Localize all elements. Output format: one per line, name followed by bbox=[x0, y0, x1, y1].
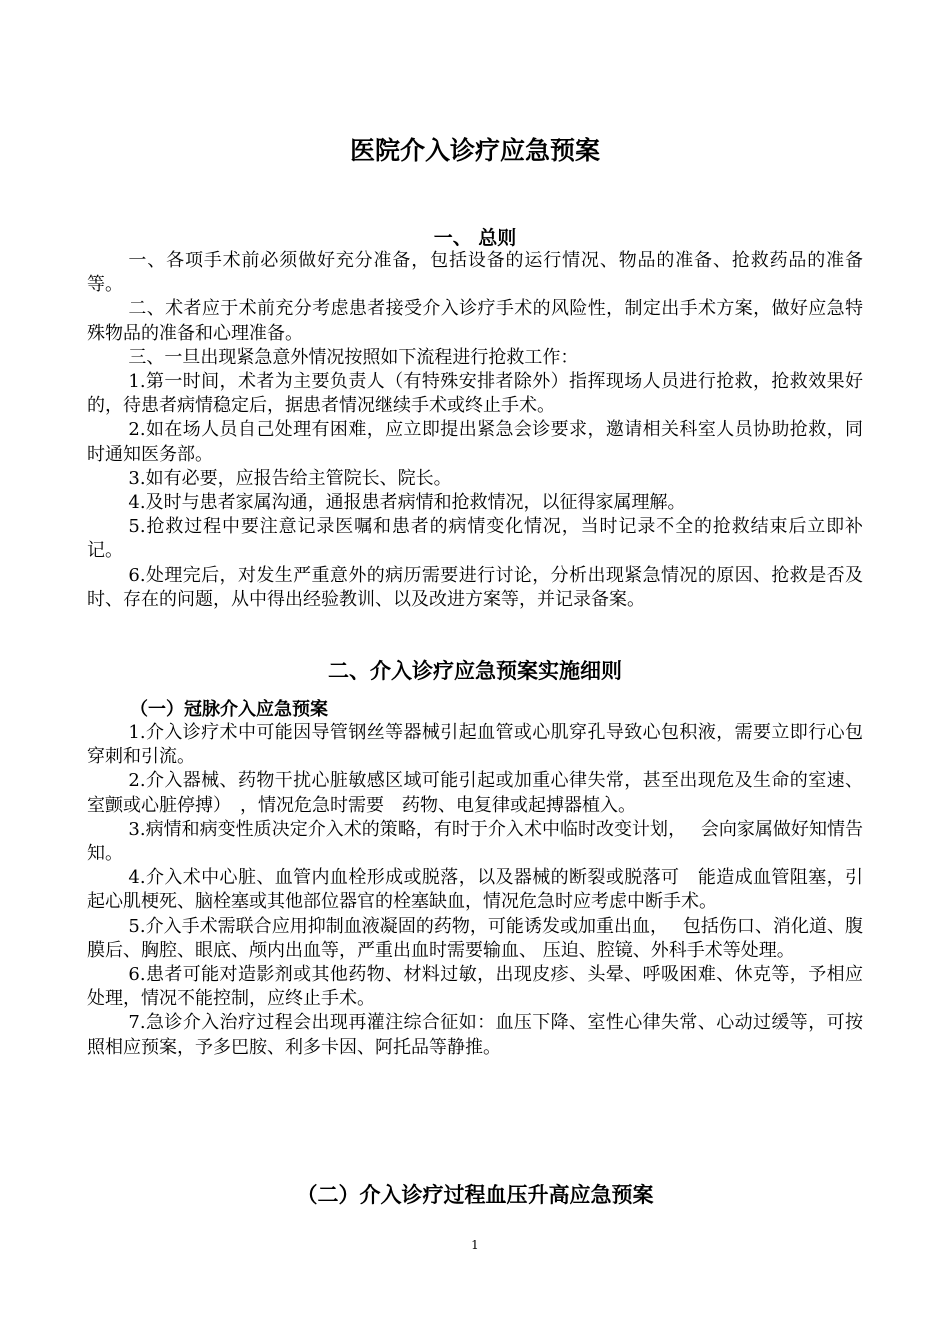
section-heading-detail: 二、介入诊疗应急预案实施细则 bbox=[328, 659, 622, 683]
paragraph: 2.介入器械、药物干扰心脏敏感区域可能引起或加重心律失常，甚至出现危及生命的室速、室颤或心脏停搏） ，情况危急时需要 药物、电复律或起搏器植入。 bbox=[87, 770, 863, 816]
subsection-heading-blood-pressure: （二）介入诊疗过程血压升高应急预案 bbox=[296, 1183, 654, 1207]
paragraph: 5.介入手术需联合应用抑制血液凝固的药物，可能诱发或加重出血， 包括伤口、消化道、腹膜后、胸腔、眼底、颅内出血等，严重出血时需要输血、 压迫、腔镜、外科手术等处理。 bbox=[87, 915, 863, 961]
paragraph: 4.介入术中心脏、血管内血栓形成或脱落，以及器械的断裂或脱落可 能造成血管阻塞，引起心肌梗死、脑栓塞或其他部位器官的栓塞缺血，情况危急时应考虑中断手术。 bbox=[87, 867, 863, 913]
paragraph: 2.如在场人员自己处理有困难，应立即提出紧急会诊要求，邀请相关科室人员协助抢救，同时通知医务部。 bbox=[87, 419, 863, 465]
paragraph: 7.急诊介入治疗过程会出现再灌注综合征如：血压下降、室性心律失常、心动过缓等，可按照相应预案，予多巴胺、利多卡因、阿托品等静推。 bbox=[87, 1012, 863, 1058]
paragraph: 1.介入诊疗术中可能因导管钢丝等器械引起血管或心肌穿孔导致心包积液，需要立即行心包穿刺和引流。 bbox=[87, 722, 863, 768]
general-paragraphs bbox=[87, 249, 863, 612]
paragraph: 5.抢救过程中要注意记录医嘱和患者的病情变化情况，当时记录不全的抢救结束后立即补记。 bbox=[87, 516, 863, 562]
paragraph: 3.病情和病变性质决定介入术的策略，有时于介入术中临时改变计划， 会向家属做好知情告知。 bbox=[87, 818, 863, 865]
document-title: 医院介入诊疗应急预案 bbox=[349, 136, 600, 165]
page-number: 1 bbox=[471, 1238, 479, 1252]
coronary-paragraphs bbox=[87, 721, 863, 1060]
section-heading-general: 一、 总则 bbox=[433, 227, 517, 249]
paragraph: 4.及时与患者家属沟通，通报患者病情和抢救情况，以征得家属理解。 bbox=[128, 492, 686, 514]
paragraph: 二、术者应于术前充分考虑患者接受介入诊疗手术的风险性，制定出手术方案，做好应急特殊物品的准备和心理准备。 bbox=[87, 298, 863, 344]
paragraph: 6.处理完后，对发生严重意外的病历需要进行讨论，分析出现紧急情况的原因、抢救是否及时、存在的问题，从中得出经验教训、以及改进方案等，并记录备案。 bbox=[87, 564, 863, 610]
paragraph: 1.第一时间，术者为主要负责人（有特殊安排者除外）指挥现场人员进行抢救，抢救效果好的，待患者病情稳定后，据患者情况继续手术或终止手术。 bbox=[87, 371, 863, 417]
paragraph: 3.如有必要，应报告给主管院长、院长。 bbox=[128, 467, 452, 489]
paragraph: 三、一旦出现紧急意外情况按照如下流程进行抢救工作： bbox=[128, 346, 579, 368]
paragraph: 6.患者可能对造影剂或其他药物、材料过敏，出现皮疹、头晕、呼吸困难、休克等，予相应处理，情况不能控制，应终止手术。 bbox=[87, 964, 863, 1010]
subsection-heading-coronary: （一）冠脉介入应急预案 bbox=[130, 699, 328, 720]
paragraph: 一、各项手术前必须做好充分准备，包括设备的运行情况、物品的准备、抢救药品的准备等。 bbox=[87, 250, 863, 296]
